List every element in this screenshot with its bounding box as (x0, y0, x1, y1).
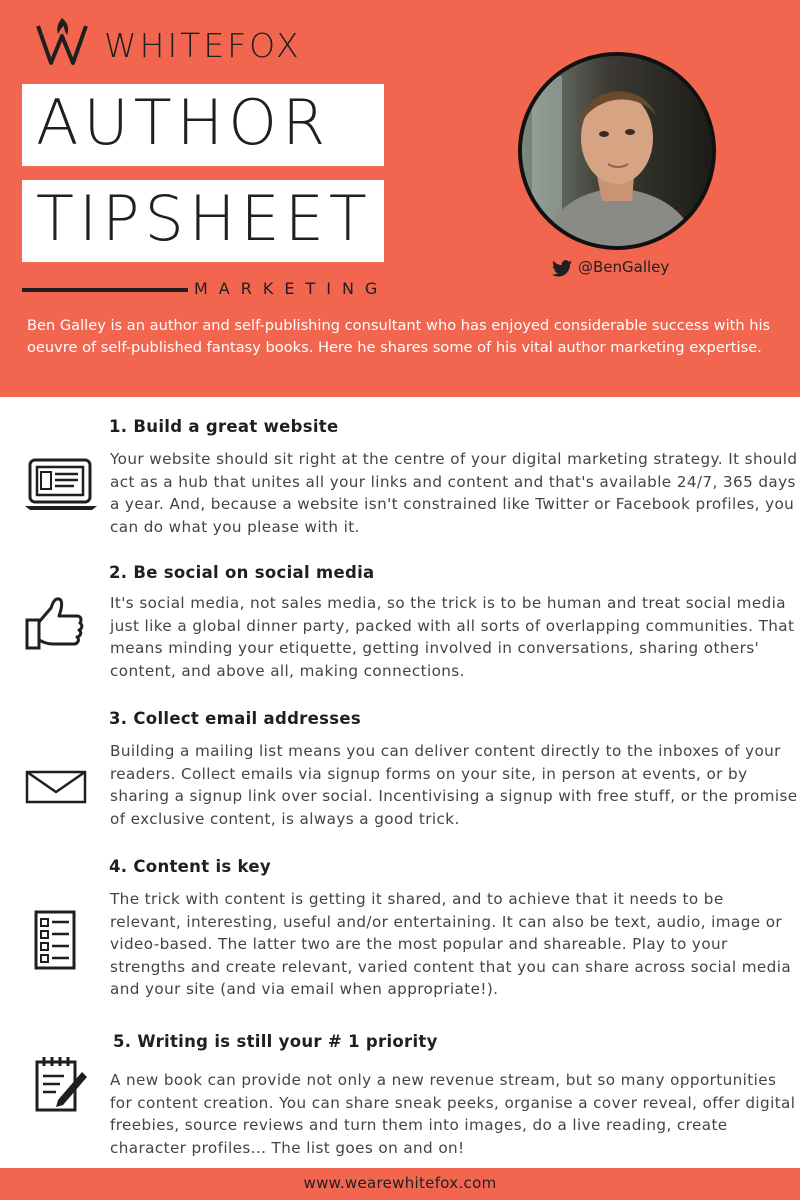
thumbs-up-icon (25, 596, 85, 652)
header-banner (0, 0, 800, 397)
title-line-2: TIPSHEET (36, 182, 372, 255)
checklist-icon (34, 910, 76, 970)
tip-body-website: Your website should sit right at the centre of your digital marketing strategy. It should act as a hub that unites all your links and content and that's available 24/7, 365 days a year. And, because a website isn't constrained like Twitter or Facebook profiles, you can do what you please with it. (110, 450, 798, 536)
tip-heading-email: 3. Collect email addresses (109, 709, 361, 728)
intro-text: Ben Galley is an author and self-publishing consultant who has enjoyed considerable success with his oeuvre of self-published fantasy books. Here he shares some of his vital author marketing expertise. (27, 317, 771, 356)
footer-bar (0, 1168, 800, 1200)
title-line-1: AUTHOR (36, 86, 331, 159)
tip-heading-website: 1. Build a great website (109, 417, 339, 436)
category-divider (22, 288, 188, 292)
tip-body-writing: A new book can provide not only a new revenue stream, but so many opportunities for content creation. You can share sneak peeks, organise a cover reveal, offer digital freebies, source reviews and turn them into images, do a live reading, create character profiles... The list goes on and on! (110, 1071, 796, 1157)
envelope-icon (25, 770, 87, 804)
fox-mark-icon (34, 14, 90, 68)
laptop-icon (24, 458, 98, 512)
tip-heading-writing: 5. Writing is still your # 1 priority (113, 1032, 438, 1051)
brand-name: WHITEFOX (104, 26, 302, 65)
tip-heading-social: 2. Be social on social media (109, 563, 375, 582)
tip-body-content: The trick with content is getting it shared, and to achieve that it needs to be relevant, interesting, useful and/or entertaining. It can also be text, audio, image or video-based. The latter two are the most popular and shareable. Play to your strengths and create relevant, varied content that you can share across social media and your site (and via email when appropriate!). (110, 890, 792, 998)
notepad-pencil-icon (34, 1054, 90, 1114)
footer-url-link[interactable]: www.wearewhitefox.com (303, 1174, 497, 1192)
twitter-handle-text: @BenGalley (578, 258, 670, 276)
tip-body-email: Building a mailing list means you can deliver content directly to the inboxes of your readers. Collect emails via signup forms on your site, in person at events, or by sharing a signup link over social. Incentivising a signup with free stuff, or the promise of exclusive content, is always a good trick. (110, 742, 798, 828)
category-label: MARKETING (194, 279, 389, 298)
tip-heading-content: 4. Content is key (109, 857, 271, 876)
author-photo (518, 52, 716, 250)
tip-body-social: It's social media, not sales media, so the trick is to be human and treat social media just like a global dinner party, packed with all sorts of overlapping communities. That means minding your etiquette, getting involved in conversations, sharing others' content, and above all, making connections. (110, 594, 795, 680)
twitter-bird-icon (552, 260, 572, 277)
title-box-author (22, 84, 384, 166)
title-box-tipsheet (22, 180, 384, 262)
